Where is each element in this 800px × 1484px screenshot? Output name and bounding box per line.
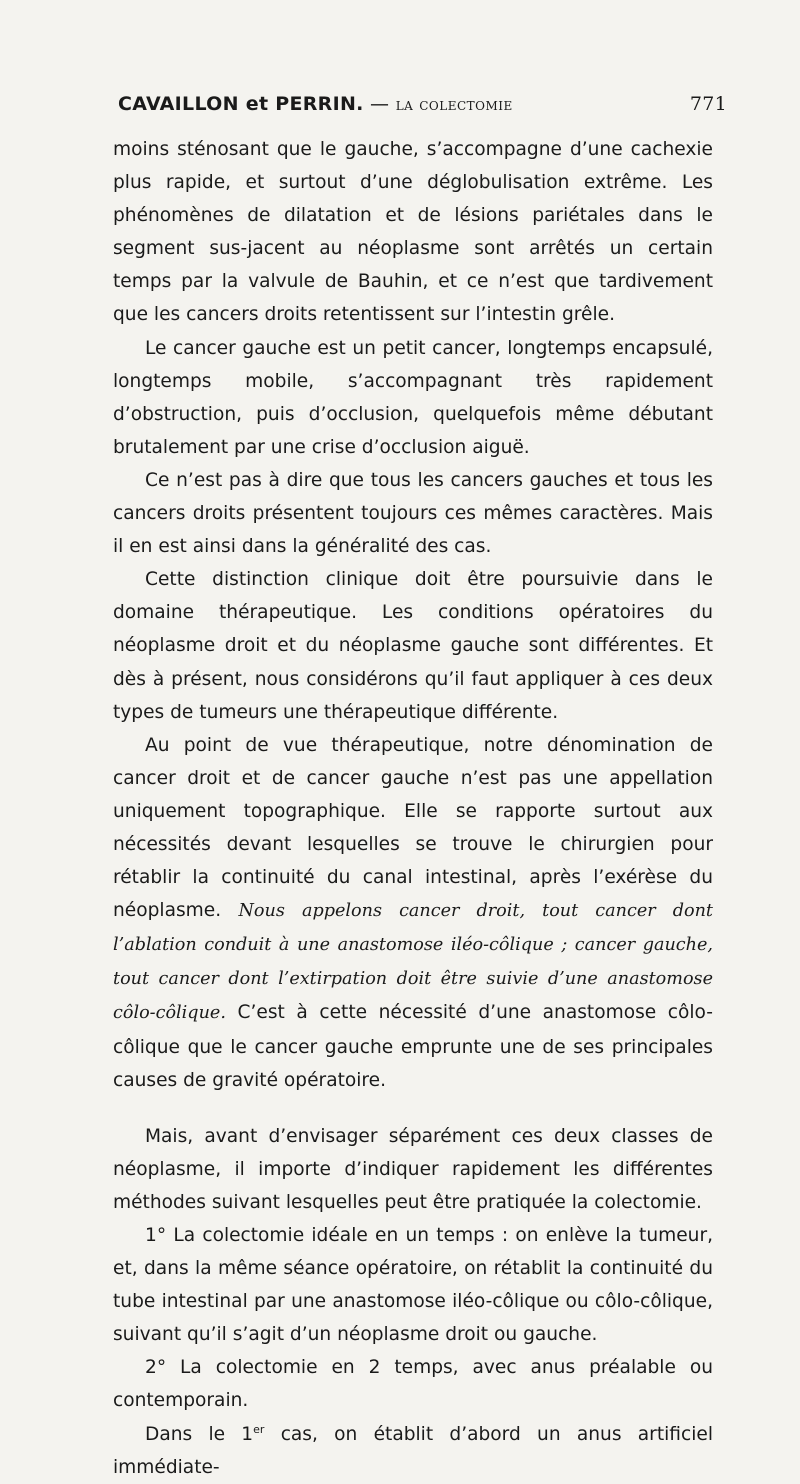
paragraph-text: cas, on établit d’abord un anus artificiel immédiate- [113, 1423, 713, 1478]
list-item-1: 1° La colectomie idéale en un temps : on enlève la tumeur, et, dans la même séance opératoire, on rétablit la continuité du tube intestinal par une anastomose iléo-côlique ou côlo-côlique, suivant qu’il s’agit d’un néoplasme droit ou gauche. [113, 1225, 713, 1346]
superscript: er [253, 1422, 265, 1436]
paragraph-text: C’est à cette nécessité d’une anastomose côlo-côlique que le cancer gauche emprunte une de ses principales causes de gravité opératoire. [113, 1002, 713, 1091]
header-title: la colectomie [395, 95, 513, 115]
paragraph-text: Au point de vue thérapeutique, notre dénomination de cancer droit et de cancer gauche n’est pas une appellation uniquement topographique. Elle se rapporte surtout aux nécessités devant lesquelles se trouve le chirurgien pour rétablir la continuité du canal intestinal, après l’exérèse du néoplasme. [113, 734, 713, 922]
italic-definition: Nous appelons cancer droit, tout cancer dont l’ablation conduit à une anastomose iléo-côlique ; cancer gauche, tout cancer dont l’extirpation doit être suivie d’une anastomose côlo-côlique. [113, 901, 713, 1024]
page-number: 771 [689, 93, 727, 115]
paragraph: moins sténosant que le gauche, s’accompagne d’une cachexie plus rapide, et surtout d’une déglobulisation extrême. Les phénomènes de dilatation et de lésions pariétales dans le segment sus-jacent au néoplasme sont arrêtés un certain temps par la valvule de Bauhin, et ce n’est que tardivement que les cancers droits retentissent sur l’intestin grêle. [113, 139, 713, 326]
paragraph [113, 729, 713, 1097]
paragraph: Le cancer gauche est un petit cancer, longtemps encapsulé, longtemps mobile, s’accompagnant très rapidement d’obstruction, puis d’occlusion, quelquefois même débutant brutalement par une crise d’occlusion aiguë. [113, 337, 713, 458]
header-separator: — [370, 93, 390, 115]
paragraph: Cette distinction clinique doit être poursuivie dans le domaine thérapeutique. Les conditions opératoires du néoplasme droit et du néoplasme gauche sont différentes. Et dès à présent, nous considérons qu’il faut appliquer à ces deux types de tumeurs une thérapeutique différente. [113, 569, 713, 723]
paragraph-text: Dans le 1 [145, 1423, 254, 1445]
paragraph: Mais, avant d’envisager séparément ces deux classes de néoplasme, il importe d’indiquer rapidement les différentes méthodes suivant lesquelles peut être pratiquée la colectomie. [113, 1125, 713, 1213]
paragraph: Ce n’est pas à dire que tous les cancers gauches et tous les cancers droits présentent toujours ces mêmes caractères. Mais il en est ainsi dans la généralité des cas. [113, 469, 713, 558]
body-text [113, 133, 713, 1484]
paragraph [113, 1418, 713, 1484]
list-item-2: 2° La colectomie en 2 temps, avec anus préalable ou contemporain. [113, 1357, 713, 1412]
header-authors: CAVAILLON et PERRIN. [118, 93, 364, 115]
running-header [118, 93, 727, 115]
